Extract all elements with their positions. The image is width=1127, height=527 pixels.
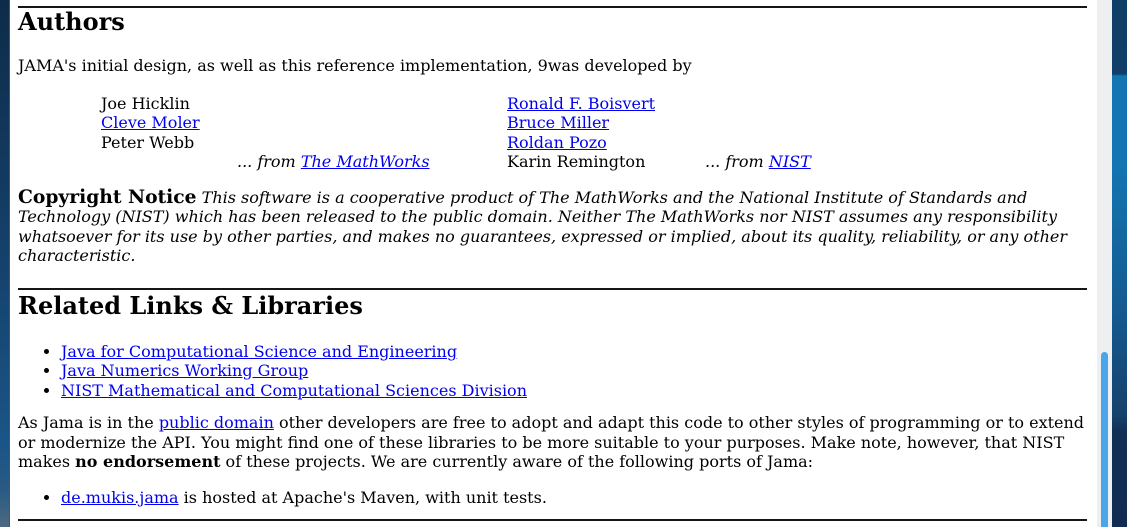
scrollbar-track[interactable] bbox=[1097, 0, 1112, 527]
ports-text: of these projects. We are currently aware of the following ports of Jama: bbox=[220, 452, 814, 471]
from-prefix: ... from bbox=[705, 152, 769, 171]
nist-authors bbox=[507, 94, 705, 172]
author-name bbox=[507, 113, 705, 133]
author-link-roldan-pozo[interactable]: Roldan Pozo bbox=[507, 132, 607, 152]
author-name bbox=[507, 94, 705, 114]
authors-table bbox=[101, 94, 1087, 172]
copyright-title: Copyright Notice bbox=[18, 185, 197, 208]
author-name: Karin Remington bbox=[507, 152, 646, 171]
copyright-paragraph bbox=[18, 185, 1087, 266]
author-name: Joe Hicklin bbox=[101, 93, 190, 113]
ports-text: other developers are free to adopt and adapt this code to other styles of programming or to extend or modernize the API. You might find one of these libraries to be more suitable to your purposes. Make note, however, that NIST makes bbox=[18, 413, 1085, 471]
page-content bbox=[10, 0, 1097, 527]
no-endorsement-text: no endorsement bbox=[75, 452, 221, 471]
link-java-computational-science[interactable]: Java for Computational Science and Engineering bbox=[61, 341, 458, 361]
list-item bbox=[61, 342, 1087, 362]
nist-link[interactable]: NIST bbox=[768, 152, 811, 171]
link-java-numerics-working-group[interactable]: Java Numerics Working Group bbox=[61, 361, 309, 380]
author-link-bruce-miller[interactable]: Bruce Miller bbox=[507, 113, 610, 132]
author-name bbox=[101, 113, 237, 133]
left-edge-decoration bbox=[0, 0, 10, 527]
author-name bbox=[507, 133, 705, 153]
mathworks-from bbox=[237, 152, 507, 172]
nist-from bbox=[705, 152, 1087, 172]
author-link-ronald-boisvert[interactable]: Ronald F. Boisvert bbox=[507, 93, 656, 113]
authors-intro: JAMA's initial design, as well as this reference implementation, 9was developed by bbox=[18, 56, 692, 75]
divider-middle bbox=[18, 288, 1087, 290]
author-name: Peter Webb bbox=[101, 132, 195, 152]
from-prefix: ... from bbox=[237, 152, 301, 171]
author-link-cleve-moler[interactable]: Cleve Moler bbox=[101, 113, 200, 132]
copyright-body: This software is a cooperative product of The MathWorks and the National Institute of Standards and Technology (NIST) which has been released to the public domain. Neither The MathWorks nor NIST assumes any responsibility whatsoever for its use by other parties, and makes no guarantees, expressed or implied, about its quality, reliability, or any other characteristic. bbox=[18, 187, 1068, 265]
public-domain-link[interactable]: public domain bbox=[158, 413, 274, 432]
list-item bbox=[61, 488, 1087, 508]
right-edge-decoration bbox=[1112, 0, 1127, 527]
scrollbar-thumb[interactable] bbox=[1101, 352, 1108, 527]
related-links-list bbox=[18, 342, 1087, 401]
port-description: is hosted at Apache's Maven, with unit tests. bbox=[178, 487, 547, 507]
ports-list bbox=[18, 488, 1087, 508]
link-nist-math-sciences-division[interactable]: NIST Mathematical and Computational Sciences Division bbox=[61, 380, 527, 400]
ports-text: As Jama is in the bbox=[18, 413, 159, 432]
mathworks-link[interactable]: The MathWorks bbox=[300, 152, 430, 171]
authors-heading: Authors bbox=[18, 7, 125, 36]
ports-paragraph bbox=[18, 413, 1087, 472]
divider-bottom bbox=[18, 519, 1087, 521]
list-item bbox=[61, 361, 1087, 381]
mathworks-authors bbox=[101, 94, 237, 153]
de-mukis-jama-link[interactable]: de.mukis.jama bbox=[61, 487, 179, 507]
related-links-heading: Related Links & Libraries bbox=[18, 290, 363, 320]
list-item bbox=[61, 381, 1087, 401]
